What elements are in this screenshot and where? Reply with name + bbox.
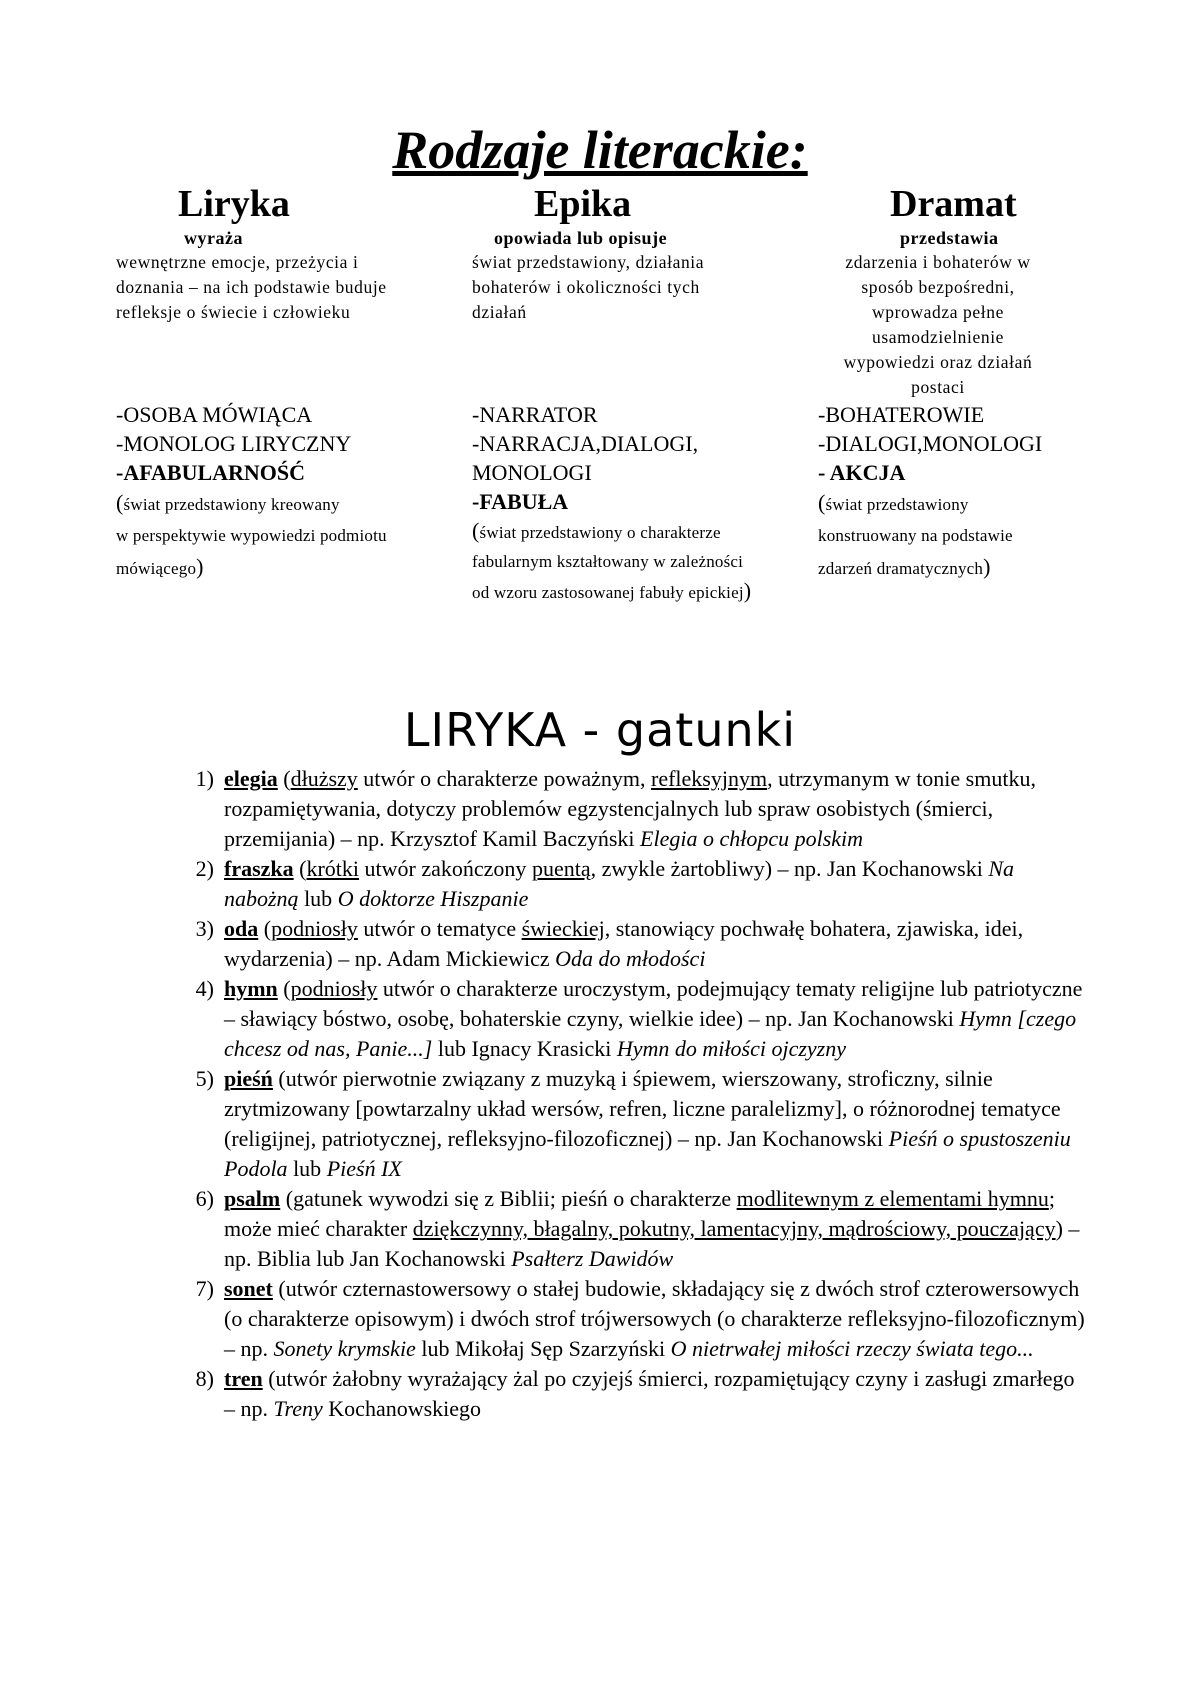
work-title: Pieśń IX: [326, 1156, 402, 1181]
work-title: Treny: [273, 1396, 323, 1421]
feature-line: -NARRACJA,DIALOGI,: [472, 431, 699, 456]
note-line: fabularnym kształtowany w zależności: [472, 552, 744, 571]
work-title: Psałterz Dawidów: [511, 1246, 674, 1271]
genre-term: psalm: [224, 1186, 281, 1211]
genre-term: sonet: [224, 1276, 273, 1301]
description-line: zdarzenia i bohaterów w: [845, 252, 1031, 272]
feature-line: -AFABULARNOŚĆ: [116, 460, 306, 485]
feature-line-bold-wrap: [116, 458, 456, 487]
description-line: wypowiedzi oraz działań: [843, 352, 1033, 372]
genre-item: 8) tren (utwór żałobny wyrażający żal po czyjejś śmierci, rozpamiętujący czyny i zasługi zmarłego – np. Treny Kochanowskiego: [186, 1364, 1086, 1424]
note-line: (świat przedstawiony o charakterze: [472, 518, 721, 543]
feature-line: -BOHATEROWIE: [818, 402, 985, 427]
genre-number: 4): [195, 976, 214, 1001]
underlined-phrase: modlitewnym z elementami hymnu: [736, 1186, 1049, 1211]
genre-number: 8): [195, 1366, 214, 1391]
genre-item: 2) fraszka (krótki utwór zakończony puentą, zwykle żartobliwy) – np. Jan Kochanowski Na nabożną lub O doktorze Hiszpanie: [186, 854, 1086, 914]
underlined-phrase: dłuższy: [290, 766, 358, 791]
work-title: Elegia o chłopcu polskim: [640, 826, 864, 851]
genre-number: 6): [195, 1186, 214, 1211]
work-title: O nietrwałej miłości rzeczy świata tego...: [670, 1336, 1034, 1361]
description-line: bohaterów i okoliczności tych: [472, 277, 700, 297]
column-heading: Epika: [534, 183, 632, 225]
note-line: (świat przedstawiony: [818, 490, 969, 515]
work-title: Hymn [czego chcesz od nas, Panie...]: [224, 1006, 1077, 1061]
genre-number: 3): [195, 916, 214, 941]
genre-term: oda: [224, 916, 259, 941]
genre-item: 7) sonet (utwór czternastowersowy o stałej budowie, składający się z dwóch strof czterowersowych (o charakterze opisowym) i dwóch strof trójwersowych (o charakterze refleksyjno-filozoficznym) – np. Sonety krymskie lub Mikołaj Sęp Szarzyński O nietrwałej miłości rzeczy świata tego...: [186, 1274, 1086, 1364]
feature-line: -DIALOGI,MONOLOGI: [818, 431, 1043, 456]
column-verb: wyraża: [184, 228, 243, 248]
underlined-phrase: podniosły: [271, 916, 358, 941]
description-line: doznania – na ich podstawie buduje: [116, 277, 387, 297]
description-line: usamodzielnienie: [871, 327, 1005, 347]
underlined-phrase: podniosły: [290, 976, 378, 1001]
work-title: Sonety krymskie: [273, 1336, 416, 1361]
work-title: Pieśń o spustoszeniu Podola: [224, 1126, 1071, 1181]
note-line: zdarzeń dramatycznych): [818, 554, 991, 579]
column-heading: Dramat: [890, 183, 1017, 225]
note-line: w perspektywie wypowiedzi podmiotu: [116, 526, 387, 545]
note-line: mówiącego): [116, 554, 204, 579]
feature-line-bold-wrap: [818, 458, 1098, 487]
underlined-phrase: świeckiej: [521, 916, 605, 941]
description-line: wewnętrzne emocje, przeżycia i: [116, 252, 359, 272]
genre-item: 3) oda (podniosły utwór o tematyce świeckiej, stanowiący pochwałę bohatera, zjawiska, idei, wydarzenia) – np. Adam Mickiewicz Oda do młodości: [186, 914, 1086, 974]
note-line: konstruowany na podstawie: [818, 526, 1013, 545]
genre-number: 1): [195, 766, 214, 791]
page-title: Rodzaje literackie:: [392, 120, 808, 180]
genre-item: 6) psalm (gatunek wywodzi się z Biblii; pieśń o charakterze modlitewnym z elementami hymnu; może mieć charakter dziękczynny, błagalny, pokutny, lamentacyjny, mądrościowy, pouczający) – np. Biblia lub Jan Kochanowski Psałterz Dawidów: [186, 1184, 1086, 1274]
work-title: O doktorze Hiszpanie: [337, 886, 529, 911]
genre-term: pieśń: [224, 1066, 273, 1091]
work-title: Hymn do miłości ojczyzny: [616, 1036, 846, 1061]
description-line: świat przedstawiony, działania: [472, 252, 705, 272]
underlined-phrase: refleksyjnym: [651, 766, 768, 791]
column-liryka: [116, 182, 456, 584]
section-title: LIRYKA - gatunki: [403, 703, 797, 757]
feature-line: -OSOBA MÓWIĄCA: [116, 402, 313, 427]
underlined-phrase: puentą: [531, 856, 591, 881]
genre-term: elegia: [224, 766, 278, 791]
description-line: sposób bezpośredni,: [861, 277, 1015, 297]
column-description: [116, 250, 456, 400]
description-line: wprowadza pełne: [872, 302, 1004, 322]
genre-term: hymn: [224, 976, 278, 1001]
column-epika: [472, 182, 802, 607]
feature-line-bold-wrap: [472, 487, 802, 516]
description-line: działań: [472, 302, 527, 322]
feature-line: - AKCJA: [818, 460, 906, 485]
work-title: Oda do młodości: [555, 946, 706, 971]
genre-number: 5): [195, 1066, 214, 1091]
note-line: od wzoru zastosowanej fabuły epickiej): [472, 578, 752, 603]
description-line: refleksje o świecie i człowieku: [116, 302, 351, 322]
description-line: postaci: [911, 377, 965, 397]
underlined-phrase: dziękczynny, błagalny, pokutny, lamentacyjny, mądrościowy, pouczający: [412, 1216, 1056, 1241]
work-title: Na nabożną: [224, 856, 1015, 911]
underlined-phrase: krótki: [306, 856, 360, 881]
genre-term: fraszka: [224, 856, 294, 881]
feature-line: -NARRATOR: [472, 402, 598, 427]
genre-item: 1) elegia (dłuższy utwór o charakterze poważnym, refleksyjnym, utrzymanym w tonie smutku, rozpamiętywania, dotyczy problemów egzystencjalnych lub spraw osobistych (śmierci, przemijania) – np. Krzysztof Kamil Baczyński Elegia o chłopcu polskim: [186, 764, 1086, 854]
genre-list: [186, 764, 1086, 1424]
column-heading: Liryka: [178, 183, 290, 225]
column-verb: przedstawia: [900, 228, 999, 248]
column-verb: opowiada lub opisuje: [494, 228, 668, 248]
feature-line: MONOLOGI: [472, 460, 592, 485]
genre-term: tren: [224, 1366, 263, 1391]
genre-item: 5) pieśń (utwór pierwotnie związany z muzyką i śpiewem, wierszowany, stroficzny, silnie zrytmizowany [powtarzalny układ wersów, refren, liczne paralelizmy], o różnorodnej tematyce (religijnej, patriotycznej, refleksyjno-filozoficznej) – np. Jan Kochanowski Pieśń o spustoszeniu Podola lub Pieśń IX: [186, 1064, 1086, 1184]
column-dramat: [818, 182, 1098, 584]
column-description: [472, 250, 802, 400]
column-description: [818, 250, 1058, 400]
genre-number: 2): [195, 856, 214, 881]
feature-line: -MONOLOG LIRYCZNY: [116, 431, 352, 456]
feature-line: -FABUŁA: [472, 489, 569, 514]
genre-number: 7): [195, 1276, 214, 1301]
note-line: (świat przedstawiony kreowany: [116, 490, 340, 515]
genre-item: 4) hymn (podniosły utwór o charakterze uroczystym, podejmujący tematy religijne lub patriotyczne – sławiący bóstwo, osobę, bohaterskie czyny, wielkie idee) – np. Jan Kochanowski Hymn [czego chcesz od nas, Panie...] lub Ignacy Krasicki Hymn do miłości ojczyzny: [186, 974, 1086, 1064]
